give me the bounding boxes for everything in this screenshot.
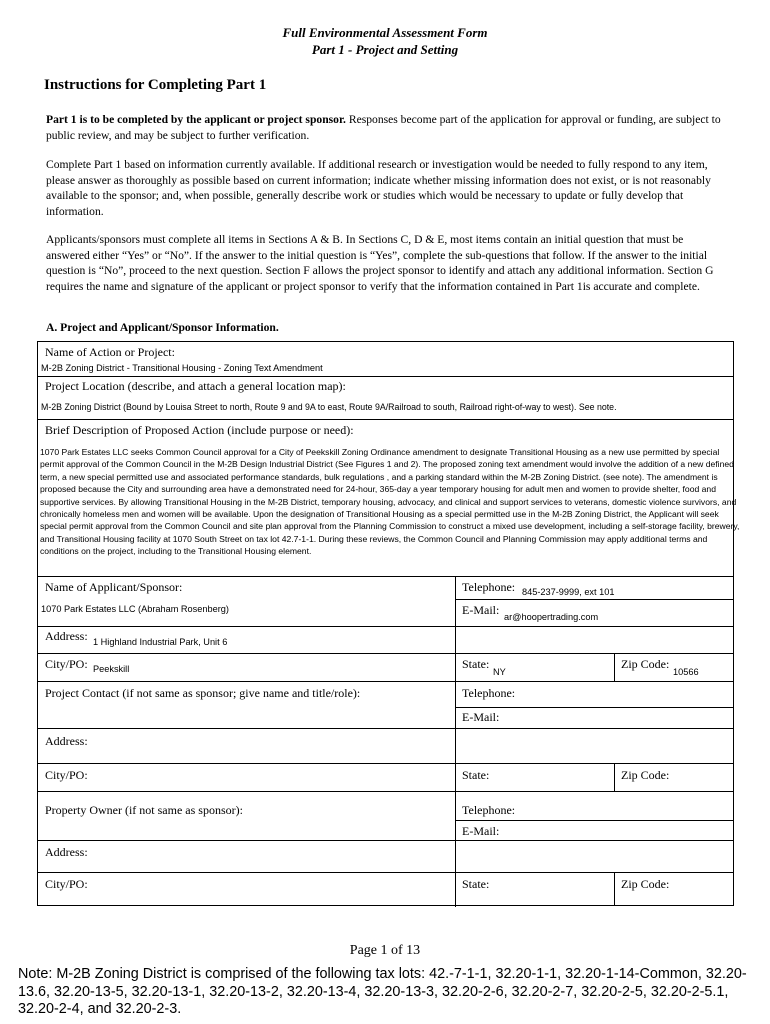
form-subtitle: Part 1 - Project and Setting [311,42,459,57]
owner-state-label: State: [462,877,490,891]
zip-field[interactable]: 10566 [673,667,699,677]
page-number: Page 1 of 13 [349,943,421,958]
email-label: E-Mail: [462,603,500,617]
description-label: Brief Description of Proposed Action (include purpose or need): [45,423,354,437]
divider [37,681,734,682]
zip-label: Zip Code: [621,657,670,671]
owner-zip-label: Zip Code: [621,877,670,891]
contact-zip-label: Zip Code: [621,768,670,782]
column-divider-zip [614,763,615,791]
instructions-p1-rest: Responses become part of the application for approval or funding, are subject to public review, and may be subject to further verification. [46,113,721,142]
divider [37,626,734,627]
instructions-paragraph-3: Applicants/sponsors must complete all items in Sections A & B. In Sections C, D & E, most items contain an initial question that must be answered either “Yes” or “No”. If the answer to the initial question is “Yes”, complete the sub-questions that follow. If the answer to the initial question is “No”, proceed to the next question. Section F allows the project sponsor to identify and attach any additional information. Section G requires the name and signature of the applicant or project sponsor to verify that the information contained in Part 1is accurate and complete. [46,233,714,293]
city-label: City/PO: [45,657,88,671]
divider [37,376,734,377]
contact-city-label: City/PO: [45,768,88,782]
divider [455,707,734,708]
project-name-field[interactable]: M-2B Zoning District - Transitional Housing - Zoning Text Amendment [41,363,323,373]
telephone-label: Telephone: [462,580,516,594]
owner-email-label: E-Mail: [462,824,500,838]
project-location-field[interactable]: M-2B Zoning District (Bound by Louisa Street to north, Route 9 and 9A to east, Route 9A/Railroad to south, Railroad right-of-way to west). See note. [41,402,617,412]
divider [37,653,734,654]
owner-city-label: City/PO: [45,877,88,891]
divider [455,599,734,600]
email-field[interactable]: ar@hoopertrading.com [504,612,599,622]
divider [37,419,734,420]
owner-address-label: Address: [45,845,88,859]
divider [37,791,734,792]
description-field[interactable]: 1070 Park Estates LLC seeks Common Council approval for a City of Peekskill Zoning Ordinance amendment to designate Transitional Housing as a new use permitted by special permit approval of the Common Council in the M-2B Design Industrial District (See Figures 1 and 2). The proposed zoning text amendment would involve the addition of a new defined term, a new special permitted use and associated performance standards, bulk regulations , and a parking standard within the M-2B Zoning District. (see note). The amendment is proposed because the City and surrounding area have a demonstrated need for 24-hour, 365-day a year temporary housing for adult men and women to provide shelter, food and supportive services. By allowing Transitional Housing in the M-2B District, temporary housing, advocacy, and clinical and support services to veterans, domestic violence survivors, and chronically homeless men and women will be available. Upon the designation of Transitional Housing as a special permitted use in the M-2B Zoning District, the Applicant will seek special permit approval from the Common Council and site plan approval from the Planning Commission to construct a mixed use development, including a self-storage facility, brewery, and Transitional Housing facility at 1070 South Street on tax lot 42.7-1-1. During these reviews, the Common Council and Planning Commission may apply additional terms and conditions on the project, including to the Transitional Housing element. [40,447,740,557]
telephone-field[interactable]: 845-237-9999, ext 101 [522,587,615,597]
contact-label: Project Contact (if not same as sponsor; give name and title/role): [45,686,361,700]
city-field[interactable]: Peekskill [93,664,130,674]
address-field[interactable]: 1 Highland Industrial Park, Unit 6 [93,637,228,647]
owner-label: Property Owner (if not same as sponsor): [45,803,243,817]
project-location-label: Project Location (describe, and attach a general location map): [45,379,346,393]
column-divider-zip [614,653,615,681]
divider [37,763,734,764]
contact-email-label: E-Mail: [462,710,500,724]
divider [37,872,734,873]
form-title: Full Environmental Assessment Form [282,25,488,40]
owner-telephone-label: Telephone: [462,803,516,817]
state-field[interactable]: NY [493,667,506,677]
project-name-label: Name of Action or Project: [45,345,175,359]
applicant-field[interactable]: 1070 Park Estates LLC (Abraham Rosenberg) [41,604,229,614]
divider [37,728,734,729]
address-label: Address: [45,629,88,643]
instructions-heading: Instructions for Completing Part 1 [44,77,267,93]
divider [37,576,734,577]
section-a-heading: A. Project and Applicant/Sponsor Information. [46,321,279,334]
state-label: State: [462,657,490,671]
instructions-paragraph-1 [46,112,726,143]
divider [455,820,734,821]
contact-telephone-label: Telephone: [462,686,516,700]
instructions-p1-bold: Part 1 is to be completed by the applicant or project sponsor. [46,113,346,126]
contact-state-label: State: [462,768,490,782]
divider [37,840,734,841]
applicant-label: Name of Applicant/Sponsor: [45,580,183,594]
zoning-note: Note: M-2B Zoning District is comprised of the following tax lots: 42.-7-1-1, 32.20-1-1, 32.20-1-14-Common, 32.20-13.6, 32.20-13-5, 32.20-13-1, 32.20-13-2, 32.20-13-4, 32.20-13-3, 32.20-2-6, 32.20-2-7, 32.20-2-5, 32.20-2-5.1, 32.20-2-4, and 32.20-2-3. [18,966,747,1017]
instructions-paragraph-2: Complete Part 1 based on information currently available. If additional research or investigation would be needed to fully respond to any item, please answer as thoroughly as possible based on current information; indicate whether missing information does not exist, or is not reasonably available to the sponsor; and, when possible, generally describe work or studies which would be necessary to update or fully develop that information. [46,158,711,218]
contact-address-label: Address: [45,734,88,748]
column-divider-zip [614,872,615,906]
